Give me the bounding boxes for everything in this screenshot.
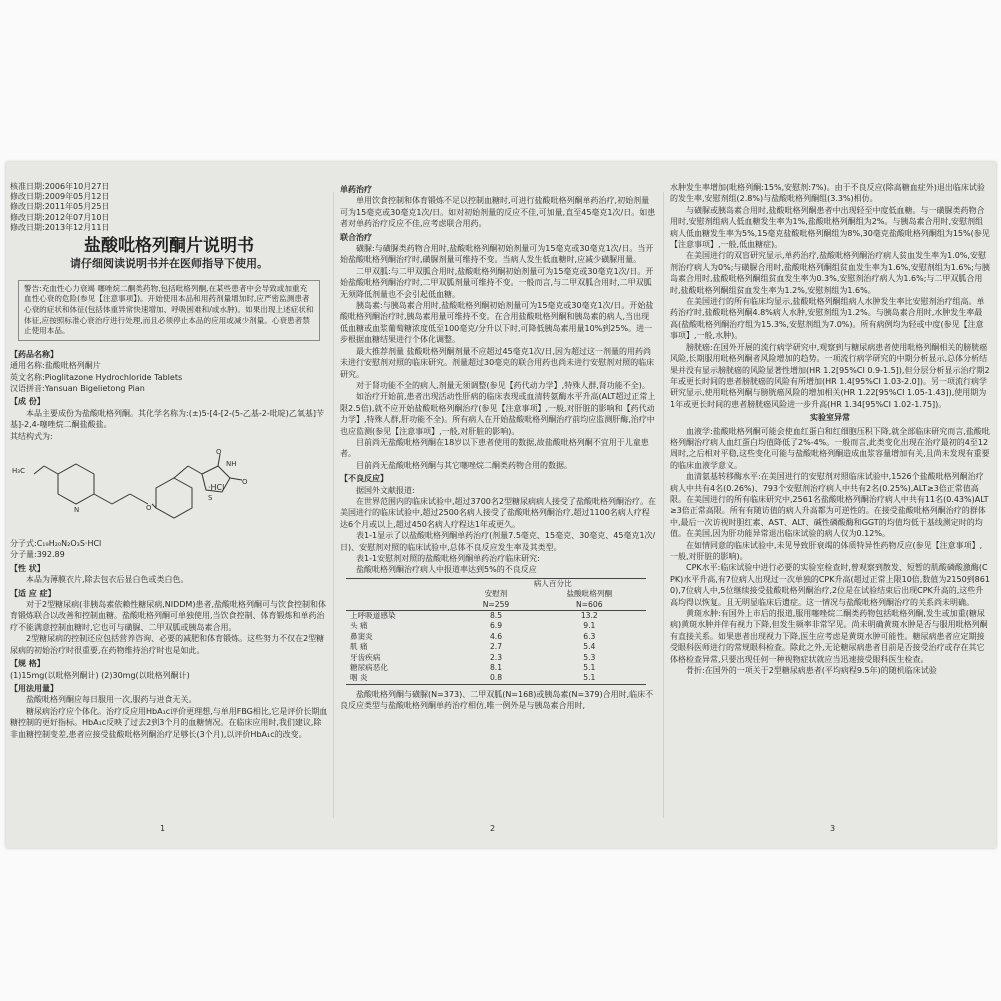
paragraph: 磺脲:与磺脲类药物合用时,盐酸吡格列酮初始剂量可为15毫克或30毫克1次/日。当开始盐酸吡格列酮治疗时,磺脲剂量可维持不变。当病人发生低血糖时,应减少磺脲用量。 [340, 244, 654, 265]
paragraph: 盐酸吡格列酮应每日服用一次,服药与进食无关。 [26, 695, 197, 705]
column-1 [10, 182, 328, 836]
paragraph: (1)15mg(以吡格列酮计) (2)30mg(以吡格列酮计) [10, 670, 190, 680]
paragraph: 英文名称:Pioglitazone Hydrochloride Tablets [10, 372, 183, 382]
paragraph: 在美国进行的双盲研究显示,单药治疗,盐酸吡格列酮治疗病人贫血发生率为1.0%,安慰剂治疗病人为0%;与磺脲合用时,盐酸吡格列酮组贫血发生率为1.6%,安慰剂组为1.6%;与胰岛素合用时,盐酸吡格列酮组贫血发生率为0.3%,安慰剂治疗病人为1.6%;与二甲双胍合用时,盐酸吡格列酮组贫血发生率为1.2%,安慰剂组为1.6%。 [670, 251, 990, 295]
revision-date: 修改日期:2013年12月11日 [10, 222, 110, 232]
table-cell-value: 6.3 [583, 631, 596, 641]
table-cell-event: 肌 痛 [350, 642, 368, 652]
chemical-structure [10, 444, 328, 536]
paragraph: 水肿发生率增加(吡格列酮:15%,安慰剂:7%)。由于不良反应(除高糖血症外)退出临床试验的发生率,安慰剂组(2.8%)与盐酸吡格列酮组(3.3%)相仿。 [670, 183, 985, 204]
page-number: 1 [160, 823, 166, 833]
section-block [340, 689, 656, 712]
paragraph: 汉语拼音:Yansuan Bigelietong Pian [10, 384, 145, 394]
table-cell-value: 5.1 [583, 673, 596, 683]
paragraph: 盐酸吡格列酮治疗病人中报道率达到5%的不良反应 [356, 565, 537, 575]
table-cell-value: 8.5 [489, 611, 503, 621]
column-2 [340, 182, 656, 836]
paragraph: 如治疗开始前,患者出现活动性肝病的临床表现或血清转氨酶水平升高(ALT超过正常上限2.5倍),就不应开始盐酸吡格列酮治疗(参见【注意事项】,一般,对肝脏的影响和【药代动力学】,特殊人群,肝功能不全)。所有病人在开始盐酸吡格列酮治疗前均应监测肝酶,治疗中也应监测(参见【注意事项】,一般,对肝脏的影响)。 [340, 392, 656, 436]
section-block [340, 184, 656, 576]
table-cell-value: 5.3 [583, 652, 596, 662]
section-heading: 联合治疗 [340, 232, 372, 242]
adverse-events-table [346, 578, 646, 685]
atom-label-o: O [146, 504, 152, 513]
section-block [10, 538, 328, 740]
paragraph: 表1-1安慰剂对照的盐酸吡格列酮单药治疗临床研究: [356, 554, 540, 563]
atom-label-s: S [208, 494, 213, 503]
paragraph: 血清氨基转移酶水平:在美国进行的安慰剂对照临床试验中,1526个盐酸吡格列酮治疗病人中共有4名(0.26%)、793个安慰剂治疗病人中共有2名(0.25%),ALT≥3倍正常值高限。在美国进行的所有临床研究中,2561名盐酸吡格列酮治疗病人中共有11名(0.43%)ALT≥3倍正常高限。所有有随访值的病人升高都为可逆性的。在接受盐酸吡格列酮治疗的群体中,最后一次访视时胆红素、AST、ALT、碱性磷酸酶和GGT的均值均低于基线测定时的均值。在美国,因为肝功能异常退出临床试验的病人仅为0.12%。 [670, 472, 989, 539]
atom-label-o: O [216, 448, 222, 457]
section-heading: 【性 状】 [10, 563, 45, 573]
revision-date: 修改日期:2012年07月10日 [10, 212, 110, 222]
paragraph: 本品主要成份为盐酸吡格列酮。其化学名称为:(±)5-[4-[2-(5-乙基-2-吡啶)乙氧基]苄基]-2,4-噻唑烷二酮盐酸盐。 [10, 408, 325, 430]
paragraph: 最大推荐剂量 盐酸吡格列酮剂量不应超过45毫克1次/日,因为超过这一剂量的用药尚未进行安慰剂对照的临床研究。剂量超过30毫克的联合用药也尚未进行安慰剂对照的临床研究。 [340, 346, 655, 379]
table-cell-value: 8.1 [489, 663, 503, 673]
table-row [346, 673, 646, 684]
table-cell-value: 2.7 [489, 642, 503, 652]
paragraph: 分子式:C₁₉H₂₀N₂O₃S·HCl [10, 539, 102, 549]
atom-label-nh: NH [226, 460, 237, 469]
page-number: 2 [490, 823, 496, 833]
paragraph: 在世界范围内的临床试验中,超过3700名2型糖尿病病人接受了盐酸吡格列酮治疗。在美国进行的临床试验中,超过2500名病人接受了盐酸吡格列酮治疗,超过1100名病人疗程达6个月或以上,超过450名病人疗程达1年或更久。 [340, 496, 656, 529]
section-heading: 单药治疗 [340, 185, 372, 194]
table-cell-event: 鼻窦炎 [350, 631, 373, 641]
paragraph: 二甲双胍:与二甲双胍合用时,盐酸吡格列酮初始剂量可为15毫克或30毫克1次/日。开始盐酸吡格列酮治疗时,二甲双胍剂量可维持不变。一般而言,与二甲双胍合用时,二甲双胍无须降低剂量也不会引起低血糖。 [340, 266, 654, 299]
paragraph: 本品为薄膜衣片,除去包衣后显白色或类白色。 [26, 575, 189, 585]
table-row [346, 663, 646, 673]
paragraph: 在美国进行的所有临床均显示,盐酸吡格列酮组病人水肿发生率比安慰剂治疗组高。单药治疗时,盐酸吡格列酮4.8%病人水肿,安慰剂组为1.2%。与胰岛素合用时,水肿发生率最高(盐酸吡格列酮治疗组为15.3%,安慰剂组为7.0%)。所有病例均为轻或中度(参见【注意事项】,一般,水肿)。 [670, 297, 985, 341]
table-cell-event: 咽 炎 [350, 673, 368, 683]
hcl-label: ·HCl [208, 483, 225, 493]
paragraph: 骨折:在国外的一项关于2型糖尿病患者(平均病程9.5年)的随机临床试验 [686, 666, 937, 676]
revision-date: 修改日期:2011年05月25日 [10, 202, 110, 212]
atom-label-o: O [242, 478, 248, 487]
table-row [346, 632, 646, 642]
table-header-drug: 盐酸吡格列酮 [566, 589, 613, 599]
page-number: 3 [830, 823, 836, 833]
table-cell-value: 13.2 [580, 611, 598, 621]
paragraph: 表1-1显示了以盐酸吡格列酮单药治疗(剂量7.5毫克、15毫克、30毫克、45毫克1次/日)、安慰剂对照的临床试验中,总体不良反应发生率及其类型。 [340, 531, 656, 552]
paragraph: 其结构式为: [10, 431, 53, 441]
table-cell-value: 2.3 [489, 652, 503, 662]
revision-date: 核准日期:2006年10月27日 [10, 182, 110, 191]
paragraph: 通用名称:盐酸吡格列酮片 [10, 361, 101, 371]
section-heading: 【不良反应】 [340, 474, 388, 484]
table-row [346, 642, 646, 652]
table-group-header: 病人百分比 [533, 578, 572, 588]
paragraph: 在如情同意的临床试验中,未见导致肝衰竭的体质特异性药物反应(参见【注意事项】,一般,对肝脏的影响)。 [670, 540, 983, 561]
section-heading: 实验室异常 [810, 413, 850, 423]
section-heading: 【药品名称】 [10, 349, 58, 359]
revision-date: 修改日期:2009年05月12日 [10, 192, 110, 202]
paragraph: 糖尿病治疗应个体化。治疗反应用HbA₁c评价更理想,与单用FBG相比,它是评价长期血糖控制的更好指标。HbA₁c反映了过去2到3个月的血糖情况。在临床应用时,我们建议,除非血糖控制变差,患者应接受盐酸吡格列酮治疗足够长(3个月),以评价HbA₁c的改变。 [10, 706, 328, 739]
paragraph: 目前尚无盐酸吡格列酮在18岁以下患者使用的数据,故盐酸吡格列酮不宜用于儿童患者。 [340, 437, 649, 459]
paragraph: 2型糖尿病的控制还应包括营养咨询、必要的减肥和体育锻炼。这些努力不仅在2型糖尿病的初始治疗时很重要,在药物维持治疗时也是如此。 [10, 634, 325, 655]
paragraph: CPK水平:临床试验中进行必要的实验室检查时,曾观察到散发、短暂的肌酸磷酸激酶(CPK)水平升高,有7位病人出现过一次单独的CPK升高(超过正常上限10倍,数值为2150到8610),7位病人中,5位继续接受盐酸吡格列酮治疗,2位是在试验结束后出现CPK升高的,这些升高均得以恢复。且无明显临床后遗症。这一情况与盐酸吡格列酮治疗的关系尚未明确。 [670, 563, 990, 607]
leaflet-title: 盐酸吡格列酮片说明书 [84, 236, 254, 257]
section-heading: 【用法用量】 [10, 683, 58, 693]
table-cell-value: 0.8 [489, 673, 503, 683]
table-row [346, 611, 646, 622]
table-cell-event: 糖尿病恶化 [350, 663, 388, 673]
revision-dates [10, 182, 328, 233]
section-heading: 【规 格】 [10, 659, 45, 669]
paragraph: 胰岛素:与胰岛素合用时,盐酸吡格列酮初始剂量可为15毫克或30毫克1次/日。开始盐酸吡格列酮治疗时,胰岛素用量可维持不变。在合用盐酸吡格列酮和胰岛素的病人,当出现低血糖或血浆葡萄糖浓度低至100毫克/分升以下时,可降低胰岛素用量10%到25%。进一步根据血糖结果进行个体化调整。 [340, 301, 654, 345]
paragraph: 目前尚无盐酸吡格列酮与其它噻唑烷二酮类药物合用的数据。 [356, 460, 572, 470]
paragraph: 黄斑水肿:有国外上市后的报道,服用噻唑烷二酮类药物包括吡格列酮,发生或加重(糖尿病)黄斑水肿并伴有视力下降,但发生频率非常罕见。尚未明确黄斑水肿是否与服用吡格列酮有直接关系。如果患者出现视力下降,医生应考虑是黄斑水肿可能性。糖尿病患者应定期接受眼科医师进行的常规眼科检查。除此之外,无论糖尿病患者目前是否接受治疗或存在其它体格检查异常,只要出现任何一种视物症状就应当迅速接受眼科医生检查。 [670, 609, 988, 664]
section-heading: 【适 应 症】 [10, 588, 56, 598]
table-cell-value: 4.6 [489, 631, 503, 641]
table-n-placebo: N=259 [482, 599, 510, 609]
table-corner [346, 578, 459, 589]
column-divider [333, 192, 334, 818]
table-n-drug: N=606 [576, 599, 603, 609]
table-cell-value: 6.9 [489, 621, 503, 631]
table-row [346, 621, 646, 631]
table-cell-value: 9.1 [583, 621, 596, 631]
section-block [670, 182, 990, 676]
structure-diagram [14, 444, 294, 536]
paragraph: 对于肾功能不全的病人,剂量无须调整(参见【药代动力学】,特殊人群,肾功能不全)。 [356, 380, 650, 390]
table-cell-event: 上呼吸道感染 [350, 611, 396, 621]
section-block [10, 349, 328, 442]
table-cell-value: 5.1 [583, 663, 596, 673]
table-cell-event: 牙齿疾病 [350, 652, 381, 662]
paragraph: 与磺脲或胰岛素合用时,盐酸吡格列酮患者中出现轻至中度低血糖。与一磺脲类药物合用时,安慰剂组病人低血糖发生率为1%,盐酸吡格列酮组为2%。与胰岛素合用时,安慰剂组病人低血糖发生率为5%,15毫克盐酸吡格列酮组为8%,30毫克盐酸吡格列酮组为15%(参见【注意事项】,一般,低血糖症)。 [670, 205, 990, 250]
leaflet-subtitle: 请仔细阅读说明书并在医师指导下使用。 [70, 257, 268, 271]
table-cell-event: 头 痛 [350, 621, 368, 631]
paragraph: 分子量:392.89 [10, 550, 65, 560]
column-3 [670, 182, 990, 836]
paragraph: 血液学:盐酸吡格列酮可能会使血红蛋白和红细胞压积下降,就全部临床研究而言,盐酸吡格列酮治疗病人血红蛋白均值降低了2%-4%。一般而言,此类变化出现在治疗最初的4至12周时,之后相对平稳,这些变化可能与盐酸吡格列酮造成血浆容量增加有关,且尚未发现有重要的临床血液学意义。 [670, 426, 990, 470]
section-heading: 【成 份】 [10, 397, 45, 407]
boxed-warning: 警告:充血性心力衰竭 噻唑烷二酮类药物,包括吡格列酮,在某些患者中会导致或加重充血性心衰的危险(参见【注意事项】)。开始使用本品和用药剂量增加时,应严密监测患者心衰的症状和体征(包括体重异常快速增加、呼吸困难和/或水肿)。如果出现上述症状和体征,应按照标准心衰治疗进行处理,而且必须停止本品的应用或减少剂量。心衰患者禁止使用本品。 [18, 280, 320, 341]
paragraph: 膀胱癌:在国外开展的流行病学研究中,观察到与糖尿病患者使用吡格列酮相关的膀胱癌风险,长期服用吡格列酮者风险增加的趋势。一项流行病学研究的中期分析显示,总体分析结果并没有显示膀胱癌的风险显著性增加(HR 1.2[95%CI 0.9-1.5]),但分层分析显示治疗期2年或更长时间的患者膀胱癌的风险有所增加(HR 1.4[95%CI 1.03-2.0])。另一项流行病学研究显示,使用吡格列酮与膀胱癌风险的增加相关(HR 1.22[95%CI 1.05-1.43]),使用期为1年或更长时间的患者膀胱癌风险进一步升高(HR 1.34[95%CI 1.02-1.75])。 [670, 342, 990, 409]
column-divider [663, 192, 664, 818]
leaflet-sheet [6, 162, 996, 848]
table-cell-value: 5.4 [583, 642, 596, 652]
paragraph: 盐酸吡格列酮与磺脲(N=373)、二甲双胍(N=168)或胰岛素(N=379)合用时,临床不良反应类型与盐酸吡格列酮单药治疗相仿,唯一例外是与胰岛素合用时, [340, 689, 654, 711]
paragraph: 单用饮食控制和体育锻炼不足以控制血糖时,可进行盐酸吡格列酮单药治疗,初始剂量可为15毫克或30毫克1次/日。如对初始剂量的反应不佳,可加量,直至45毫克1次/日。如患者对单药治疗反应不佳,应考虑联合用药。 [340, 196, 656, 229]
paragraph: 对于2型糖尿病(非胰岛素依赖性糖尿病,NIDDM)患者,盐酸吡格列酮可与饮食控制和体育锻炼联合以改善和控制血糖。盐酸吡格列酮可单独使用,当饮食控制、体育锻炼和单药治疗不能满意控制血糖时,它也可与磺脲、二甲双胍或胰岛素合用。 [10, 600, 326, 632]
table-row [346, 653, 646, 663]
atom-label-n: N [74, 506, 80, 515]
methyl-label: H₃C [12, 467, 25, 476]
table-header-placebo: 安慰剂 [484, 589, 508, 599]
paragraph: 据国外文献报道: [356, 485, 415, 495]
